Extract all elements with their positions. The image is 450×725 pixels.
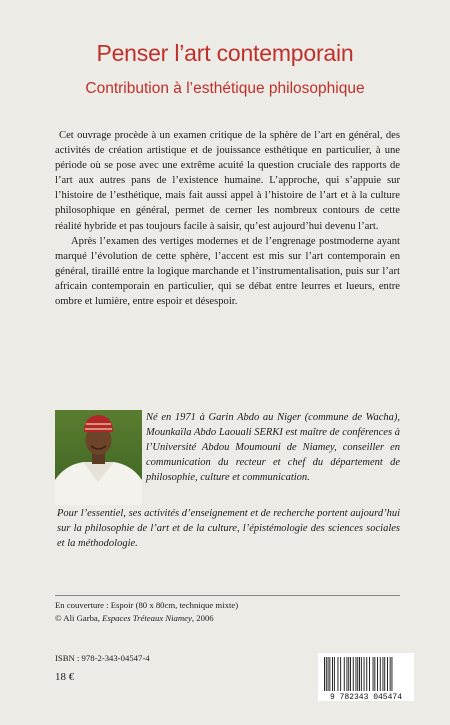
barcode-bar <box>359 657 360 691</box>
cover-credits <box>55 599 285 624</box>
bio-rest-text: Pour l’essentiel, ses activités d’enseignement et de recherche portent aujourd’hui sur la philosophie de l’art et de la culture, l’épistémologie des sciences sociales et la méthodologie. <box>57 508 400 550</box>
barcode-bar <box>369 657 370 691</box>
barcode-bar <box>353 657 354 691</box>
barcode-bar <box>334 657 335 691</box>
barcode-bar <box>332 657 333 691</box>
barcode-bar <box>374 657 375 691</box>
barcode-bar <box>357 657 358 691</box>
copyright-year: , 2006 <box>191 612 214 623</box>
barcode-bar <box>340 657 341 691</box>
barcode-bar <box>366 657 367 691</box>
barcode-bar <box>383 657 384 691</box>
copyright-line <box>55 612 285 625</box>
barcode-bar <box>377 657 378 691</box>
barcode-bar <box>347 657 348 691</box>
barcode-bar <box>384 657 385 691</box>
summary-paragraph: Cet ouvrage procède à un examen critique de la sphère de l’art en général, des activités de création artistique et de jouissance esthétique en particulier, à une période où se pose avec une extrême acuité la question cruciale des rapports de l’art aux autres pans de l’existence humaine. L’approche, qui s’appuie sur l’histoire de l’esthétique, mais fait aussi appel à l’histoire de l’art et à la culture philosophique en général, permet de cerner les nombreux contours de cette réalité hybride et pas toujours facile à saisir, qu’est aujourd’hui devenu l’art. <box>55 130 400 232</box>
bio-lead-text: Né en 1971 à Garin Abdo au Niger (commune de Wacha), Mounkaïla Abdo Laouali SERKI est maître de conférences à l’Université Abdou Moumouni de Niamey, conseiller en communication du recteur et chef du département de philosophie, culture et communication. <box>146 412 400 484</box>
book-subtitle: Contribution à l’esthétique philosophique <box>85 80 365 97</box>
cover-art-credit: En couverture : Espoir (80 x 80cm, technique mixte) <box>55 600 239 610</box>
barcode-bar <box>344 657 345 691</box>
copyright-source: Espaces Tréteaux Niamey <box>102 612 192 623</box>
barcode-bar <box>364 657 365 691</box>
barcode-bar <box>329 657 330 691</box>
barcode-bar <box>392 657 393 691</box>
isbn-text: ISBN : 978-2-343-04547-4 <box>55 653 150 663</box>
barcode-bar <box>361 657 362 691</box>
price-text: 18 € <box>55 671 75 683</box>
barcode-bar <box>387 657 388 691</box>
barcode-bar <box>373 657 374 691</box>
barcode-digits: 9 782343 045474 <box>329 693 403 701</box>
author-biography <box>57 410 400 551</box>
isbn-barcode <box>318 653 414 701</box>
barcode-bar <box>380 657 381 691</box>
barcode-bar <box>348 657 349 691</box>
summary-paragraph: Après l’examen des vertiges modernes et de l’engrenage postmoderne ayant marqué l’évolution de cette sphère, l’accent est mis sur l’art contemporain en général, tiraillé entre la logique marchande et l’instrumentalisation, puis sur l’art africain contemporain en particulier, qui se débat entre leurres et lueurs, entre ombre et lumière, entre espoir et désespoir. <box>55 235 400 308</box>
barcode-bar <box>390 657 391 691</box>
barcode-bar <box>338 657 339 691</box>
barcode-bar <box>350 657 351 691</box>
barcode-bar <box>328 657 329 691</box>
copyright-holder: © Ali Garba, <box>55 612 100 623</box>
bio-lead-block <box>57 410 400 506</box>
book-summary <box>55 128 400 309</box>
barcode-bar <box>324 657 325 691</box>
barcode-bar <box>356 657 357 691</box>
barcode-bar <box>326 657 327 691</box>
divider <box>55 595 400 596</box>
book-title: Penser l’art contemporain <box>96 40 354 66</box>
